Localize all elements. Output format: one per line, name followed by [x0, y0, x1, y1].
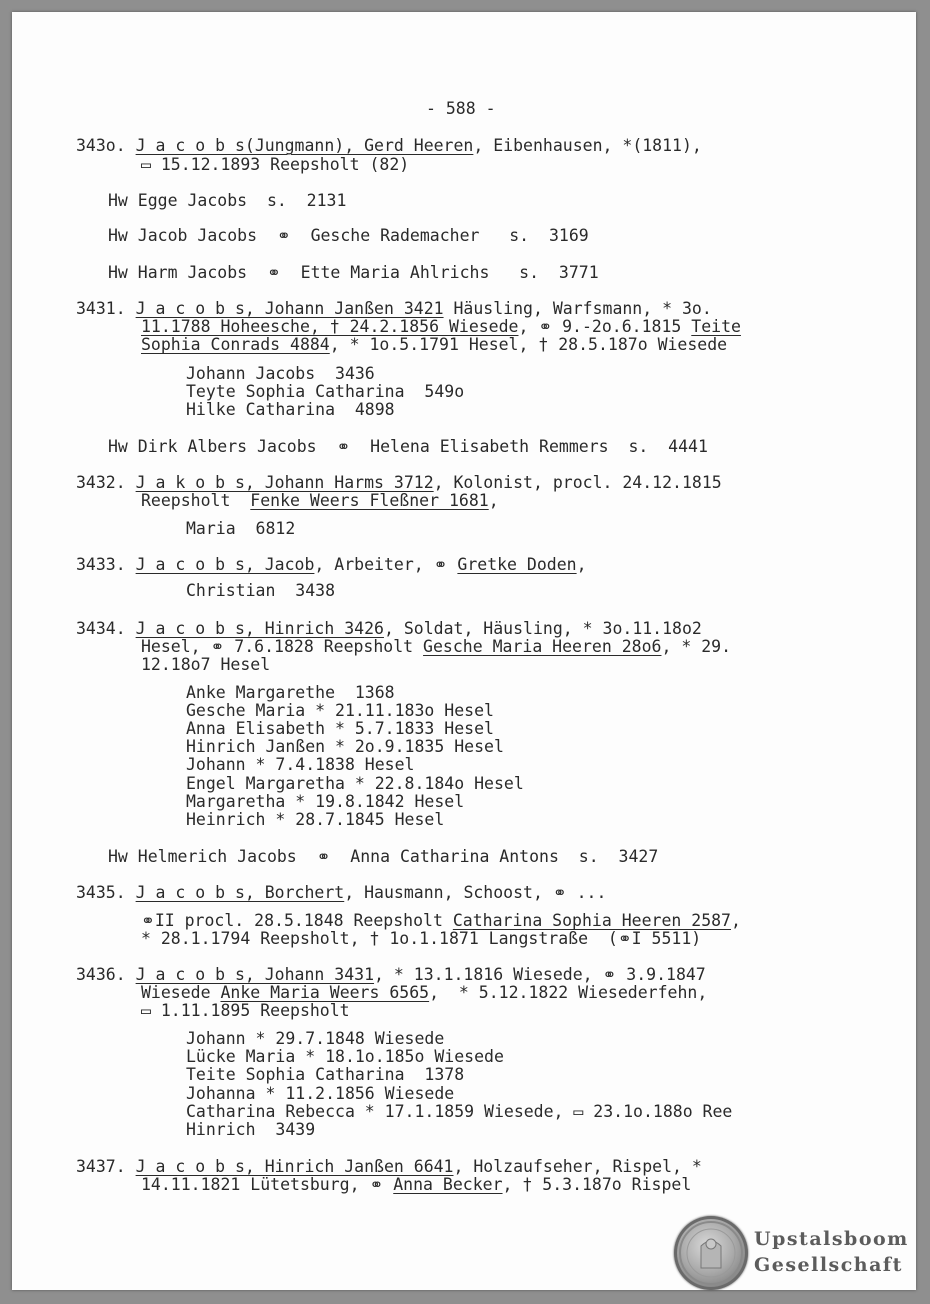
- society-logo: [662, 1202, 922, 1302]
- child-line: Johann Jacobs 3436: [186, 364, 375, 383]
- entry-3437-line1: 3437. J a c o b s, Hinrich Janßen 6641, Holzaufseher, Rispel, *: [76, 1157, 702, 1176]
- logo-line2: Gesellschaft: [754, 1254, 903, 1276]
- child-line: Anna Elisabeth * 5.7.1833 Hesel: [186, 719, 494, 738]
- entry-number: 3433.: [76, 555, 126, 574]
- entry-3432-line2: Reepsholt Fenke Weers Fleßner 1681,: [141, 491, 499, 510]
- entry-3437-line2: 14.11.1821 Lütetsburg, ⚭ Anna Becker, † 5.3.187o Rispel: [141, 1175, 692, 1194]
- entry-number: 3435.: [76, 883, 126, 902]
- child-line: Johann * 7.4.1838 Hesel: [186, 755, 415, 774]
- hw-line: Hw Dirk Albers Jacobs ⚭ Helena Elisabeth Remmers s. 4441: [108, 437, 708, 456]
- child-line: Maria 6812: [186, 519, 296, 538]
- entry-3435-line1: 3435. J a c o b s, Borchert, Hausmann, Schoost, ⚭ ...: [76, 883, 607, 902]
- hw-line: Hw Egge Jacobs s. 2131: [108, 191, 347, 210]
- entry-name: J a k o b s, Johann Harms 3712: [135, 473, 434, 492]
- seal-icon: [674, 1216, 748, 1290]
- entry-name: J a c o b s, Jacob: [135, 555, 315, 574]
- child-line: Engel Margaretha * 22.8.184o Hesel: [186, 774, 524, 793]
- entry-number: 3434.: [76, 619, 126, 638]
- page-number: - 588 -: [426, 99, 496, 118]
- entry-name: J a c o b s, Hinrich Janßen 6641: [135, 1157, 454, 1176]
- entry-3435-line3: * 28.1.1794 Reepsholt, † 1o.1.1871 Langstraße (⚭I 5511): [141, 929, 702, 948]
- entry-number: 3436.: [76, 965, 126, 984]
- hw-line: Hw Harm Jacobs ⚭ Ette Maria Ahlrichs s. 3771: [108, 263, 599, 282]
- child-line: Teyte Sophia Catharina 549o: [186, 382, 465, 401]
- entry-number: 343o.: [76, 136, 126, 155]
- child-line: Hilke Catharina 4898: [186, 400, 395, 419]
- entry-3433-line1: 3433. J a c o b s, Jacob, Arbeiter, ⚭ Gretke Doden,: [76, 555, 587, 574]
- entry-number: 3437.: [76, 1157, 126, 1176]
- child-line: Teite Sophia Catharina 1378: [186, 1065, 465, 1084]
- entry-3431-line1: 3431. J a c o b s, Johann Janßen 3421 Häusling, Warfsmann, * 3o.: [76, 299, 712, 318]
- child-line: Johann * 29.7.1848 Wiesede: [186, 1029, 445, 1048]
- child-line: Catharina Rebecca * 17.1.1859 Wiesede, ▭ 23.1o.188o Ree: [186, 1102, 733, 1121]
- entry-3430-line2: ▭ 15.12.1893 Reepsholt (82): [141, 155, 410, 174]
- entry-3432-line1: 3432. J a k o b s, Johann Harms 3712, Kolonist, procl. 24.12.1815: [76, 473, 722, 492]
- child-line: Margaretha * 19.8.1842 Hesel: [186, 792, 465, 811]
- entry-3436-line1: 3436. J a c o b s, Johann 3431, * 13.1.1816 Wiesede, ⚭ 3.9.1847: [76, 965, 706, 984]
- entry-number: 3432.: [76, 473, 126, 492]
- entry-name: J a c o b s, Johann 3431: [135, 965, 375, 984]
- child-line: Gesche Maria * 21.11.183o Hesel: [186, 701, 494, 720]
- hw-line: Hw Jacob Jacobs ⚭ Gesche Rademacher s. 3169: [108, 226, 589, 245]
- entry-3436-line3: ▭ 1.11.1895 Reepsholt: [141, 1001, 350, 1020]
- logo-line1: Upstalsboom: [754, 1228, 909, 1250]
- document-page: [12, 12, 916, 1290]
- entry-3436-line2: Wiesede Anke Maria Weers 6565, * 5.12.1822 Wiesederfehn,: [141, 983, 708, 1002]
- entry-number: 3431.: [76, 299, 126, 318]
- entry-name: J a c o b s(Jungmann), Gerd Heeren: [135, 136, 474, 155]
- entry-3431-line3: Sophia Conrads 4884, * 1o.5.1791 Hesel, † 28.5.187o Wiesede: [141, 335, 728, 354]
- entry-name: J a c o b s, Johann Janßen 3421: [135, 299, 444, 318]
- entry-3434-line2: Hesel, ⚭ 7.6.1828 Reepsholt Gesche Maria Heeren 28o6, * 29.: [141, 637, 732, 656]
- child-line: Christian 3438: [186, 581, 336, 600]
- entry-3430-line1: 343o. J a c o b s(Jungmann), Gerd Heeren, Eibenhausen, *(1811),: [76, 136, 702, 155]
- child-line: Lücke Maria * 18.1o.185o Wiesede: [186, 1047, 504, 1066]
- child-line: Heinrich * 28.7.1845 Hesel: [186, 810, 445, 829]
- entry-3434-line3: 12.18o7 Hesel: [141, 655, 271, 674]
- child-line: Hinrich Janßen * 2o.9.1835 Hesel: [186, 737, 504, 756]
- entry-name: J a c o b s, Borchert: [135, 883, 345, 902]
- child-line: Johanna * 11.2.1856 Wiesede: [186, 1084, 455, 1103]
- entry-3435-line2: ⚭II procl. 28.5.1848 Reepsholt Catharina Sophia Heeren 2587,: [141, 911, 741, 930]
- entry-3434-line1: 3434. J a c o b s, Hinrich 3426, Soldat, Häusling, * 3o.11.18o2: [76, 619, 702, 638]
- child-line: Anke Margarethe 1368: [186, 683, 395, 702]
- entry-3431-line2: 11.1788 Hoheesche, † 24.2.1856 Wiesede, ⚭ 9.-2o.6.1815 Teite: [141, 317, 741, 336]
- child-line: Hinrich 3439: [186, 1120, 316, 1139]
- entry-name: J a c o b s, Hinrich 3426: [135, 619, 384, 638]
- hw-line: Hw Helmerich Jacobs ⚭ Anna Catharina Antons s. 3427: [108, 847, 659, 866]
